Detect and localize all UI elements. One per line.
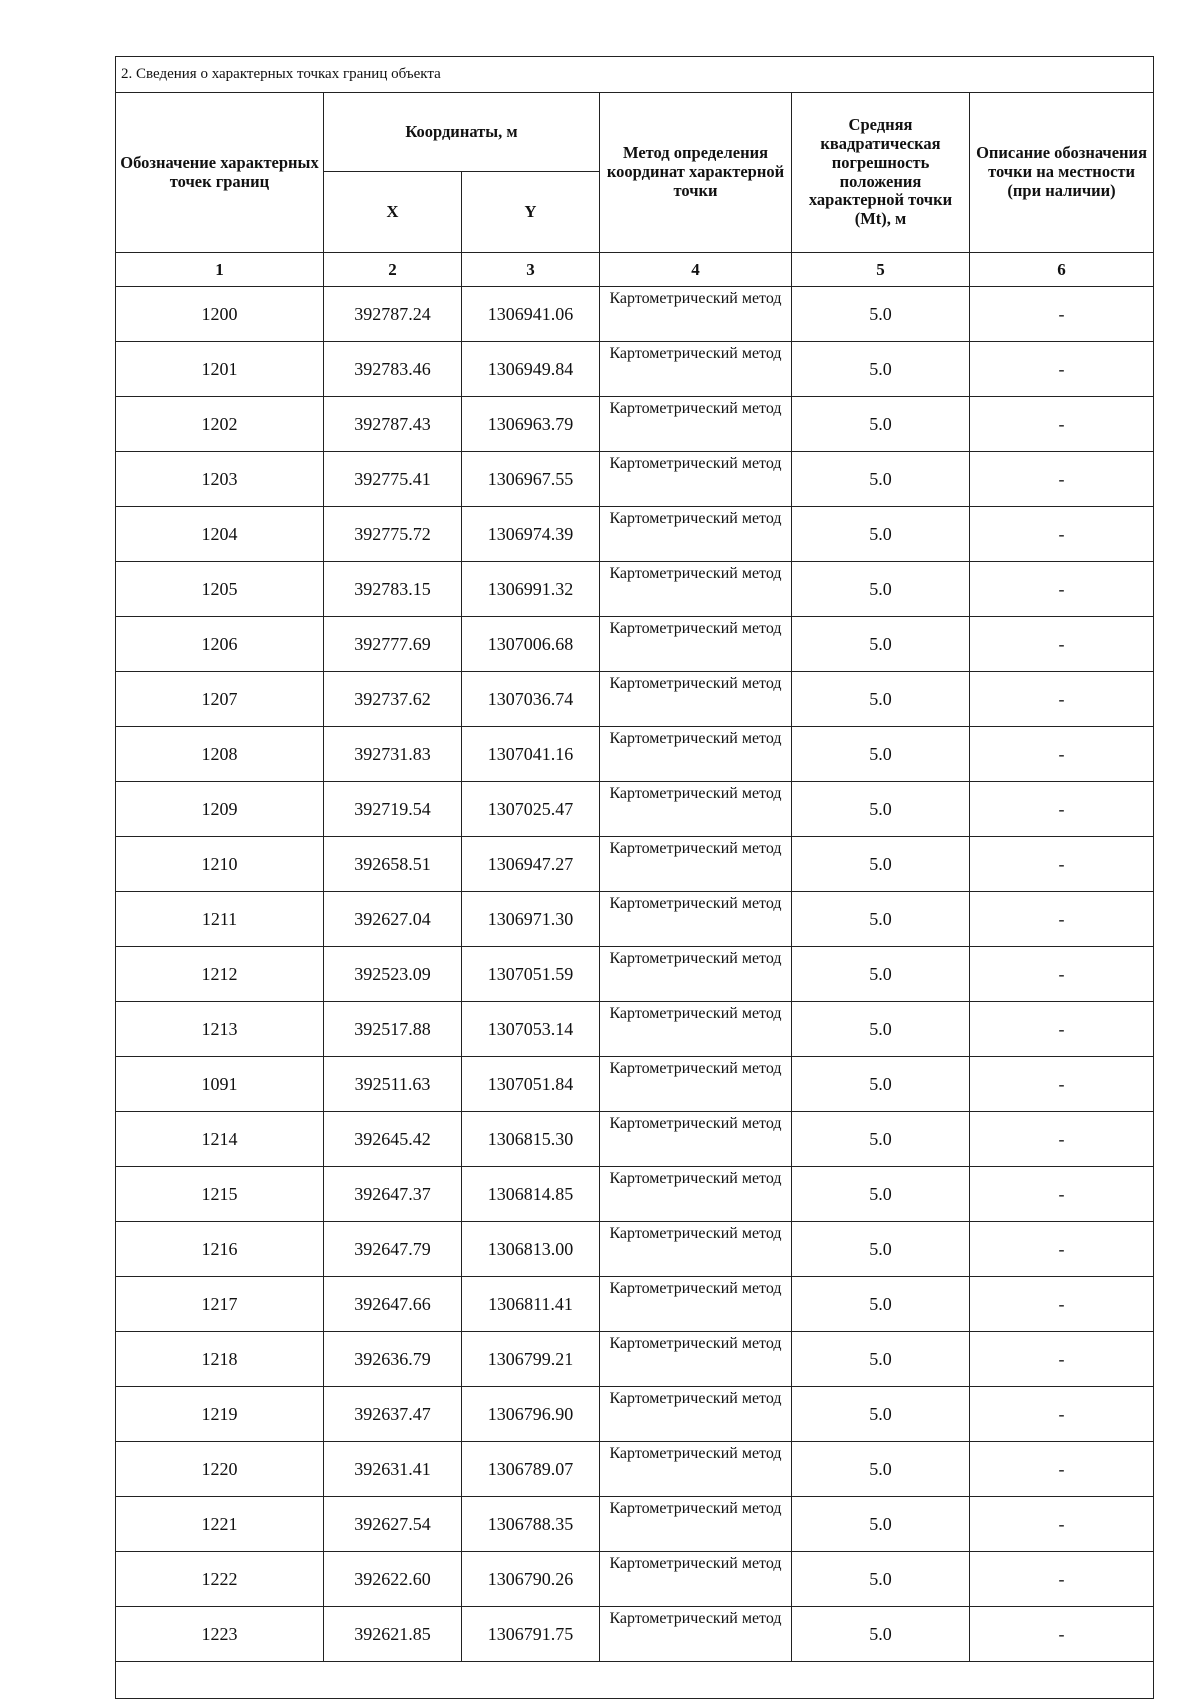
point-designation-cell: 1211 <box>116 892 324 947</box>
y-coordinate-cell: 1306941.06 <box>462 287 600 342</box>
description-cell: - <box>970 1387 1154 1442</box>
point-designation-cell: 1208 <box>116 727 324 782</box>
y-coordinate-cell: 1306991.32 <box>462 562 600 617</box>
accuracy-cell: 5.0 <box>792 1167 970 1222</box>
x-coordinate-cell: 392783.15 <box>324 562 462 617</box>
y-coordinate-cell: 1306967.55 <box>462 452 600 507</box>
y-coordinate-cell: 1306788.35 <box>462 1497 600 1552</box>
method-cell: Картометрический метод <box>600 397 792 452</box>
description-cell: - <box>970 1497 1154 1552</box>
x-coordinate-cell: 392719.54 <box>324 782 462 837</box>
description-cell: - <box>970 507 1154 562</box>
description-cell: - <box>970 287 1154 342</box>
accuracy-cell: 5.0 <box>792 782 970 837</box>
table-row <box>116 1167 1154 1222</box>
table-row <box>116 1277 1154 1332</box>
y-coordinate-cell: 1306814.85 <box>462 1167 600 1222</box>
boundary-points-table <box>115 56 1154 1699</box>
accuracy-cell: 5.0 <box>792 1442 970 1497</box>
header-x: X <box>324 172 462 253</box>
description-cell: - <box>970 452 1154 507</box>
y-coordinate-cell: 1307053.14 <box>462 1002 600 1057</box>
x-coordinate-cell: 392627.54 <box>324 1497 462 1552</box>
method-cell: Картометрический метод <box>600 562 792 617</box>
y-coordinate-cell: 1307041.16 <box>462 727 600 782</box>
description-cell: - <box>970 837 1154 892</box>
table-row <box>116 1387 1154 1442</box>
table-row <box>116 507 1154 562</box>
accuracy-cell: 5.0 <box>792 1222 970 1277</box>
x-coordinate-cell: 392621.85 <box>324 1607 462 1662</box>
description-cell: - <box>970 1277 1154 1332</box>
method-cell: Картометрический метод <box>600 287 792 342</box>
point-designation-cell: 1206 <box>116 617 324 672</box>
y-coordinate-cell: 1306789.07 <box>462 1442 600 1497</box>
accuracy-cell: 5.0 <box>792 287 970 342</box>
table-row <box>116 672 1154 727</box>
table-body <box>116 287 1154 1662</box>
method-cell: Картометрический метод <box>600 1002 792 1057</box>
x-coordinate-cell: 392647.37 <box>324 1167 462 1222</box>
table-row <box>116 1002 1154 1057</box>
method-cell: Картометрический метод <box>600 782 792 837</box>
column-numbers-row <box>116 253 1154 287</box>
y-coordinate-cell: 1306791.75 <box>462 1607 600 1662</box>
point-designation-cell: 1204 <box>116 507 324 562</box>
description-cell: - <box>970 892 1154 947</box>
method-cell: Картометрический метод <box>600 452 792 507</box>
accuracy-cell: 5.0 <box>792 1607 970 1662</box>
table-row <box>116 1332 1154 1387</box>
y-coordinate-cell: 1306815.30 <box>462 1112 600 1167</box>
y-coordinate-cell: 1307006.68 <box>462 617 600 672</box>
header-method: Метод определения координат характерной точки <box>600 93 792 253</box>
x-coordinate-cell: 392787.24 <box>324 287 462 342</box>
description-cell: - <box>970 1222 1154 1277</box>
point-designation-cell: 1222 <box>116 1552 324 1607</box>
table-row <box>116 727 1154 782</box>
y-coordinate-cell: 1306813.00 <box>462 1222 600 1277</box>
x-coordinate-cell: 392517.88 <box>324 1002 462 1057</box>
accuracy-cell: 5.0 <box>792 947 970 1002</box>
y-coordinate-cell: 1306811.41 <box>462 1277 600 1332</box>
description-cell: - <box>970 1607 1154 1662</box>
x-coordinate-cell: 392775.41 <box>324 452 462 507</box>
point-designation-cell: 1219 <box>116 1387 324 1442</box>
x-coordinate-cell: 392647.79 <box>324 1222 462 1277</box>
y-coordinate-cell: 1307036.74 <box>462 672 600 727</box>
method-cell: Картометрический метод <box>600 1442 792 1497</box>
table-row <box>116 892 1154 947</box>
description-cell: - <box>970 947 1154 1002</box>
header-coordinates: Координаты, м <box>324 93 600 172</box>
description-cell: - <box>970 1552 1154 1607</box>
accuracy-cell: 5.0 <box>792 342 970 397</box>
method-cell: Картометрический метод <box>600 837 792 892</box>
table-row <box>116 1112 1154 1167</box>
y-coordinate-cell: 1306790.26 <box>462 1552 600 1607</box>
table-row <box>116 287 1154 342</box>
point-designation-cell: 1213 <box>116 1002 324 1057</box>
point-designation-cell: 1202 <box>116 397 324 452</box>
point-designation-cell: 1201 <box>116 342 324 397</box>
accuracy-cell: 5.0 <box>792 1002 970 1057</box>
accuracy-cell: 5.0 <box>792 837 970 892</box>
description-cell: - <box>970 1332 1154 1387</box>
description-cell: - <box>970 562 1154 617</box>
table-row <box>116 1057 1154 1112</box>
accuracy-cell: 5.0 <box>792 452 970 507</box>
method-cell: Картометрический метод <box>600 1057 792 1112</box>
accuracy-cell: 5.0 <box>792 1497 970 1552</box>
y-coordinate-cell: 1306974.39 <box>462 507 600 562</box>
point-designation-cell: 1210 <box>116 837 324 892</box>
accuracy-cell: 5.0 <box>792 1277 970 1332</box>
x-coordinate-cell: 392637.47 <box>324 1387 462 1442</box>
table-row <box>116 1222 1154 1277</box>
x-coordinate-cell: 392636.79 <box>324 1332 462 1387</box>
accuracy-cell: 5.0 <box>792 1387 970 1442</box>
document-page <box>115 56 1153 1699</box>
x-coordinate-cell: 392783.46 <box>324 342 462 397</box>
description-cell: - <box>970 1442 1154 1497</box>
x-coordinate-cell: 392658.51 <box>324 837 462 892</box>
method-cell: Картометрический метод <box>600 617 792 672</box>
point-designation-cell: 1220 <box>116 1442 324 1497</box>
y-coordinate-cell: 1306947.27 <box>462 837 600 892</box>
description-cell: - <box>970 782 1154 837</box>
method-cell: Картометрический метод <box>600 507 792 562</box>
method-cell: Картометрический метод <box>600 672 792 727</box>
point-designation-cell: 1215 <box>116 1167 324 1222</box>
method-cell: Картометрический метод <box>600 1497 792 1552</box>
accuracy-cell: 5.0 <box>792 1057 970 1112</box>
method-cell: Картометрический метод <box>600 892 792 947</box>
table-row <box>116 617 1154 672</box>
accuracy-cell: 5.0 <box>792 1112 970 1167</box>
method-cell: Картометрический метод <box>600 947 792 1002</box>
point-designation-cell: 1218 <box>116 1332 324 1387</box>
point-designation-cell: 1216 <box>116 1222 324 1277</box>
y-coordinate-cell: 1306971.30 <box>462 892 600 947</box>
accuracy-cell: 5.0 <box>792 1332 970 1387</box>
point-designation-cell: 1212 <box>116 947 324 1002</box>
x-coordinate-cell: 392731.83 <box>324 727 462 782</box>
description-cell: - <box>970 342 1154 397</box>
header-y: Y <box>462 172 600 253</box>
description-cell: - <box>970 672 1154 727</box>
method-cell: Картометрический метод <box>600 1387 792 1442</box>
column-number: 5 <box>792 253 970 287</box>
description-cell: - <box>970 727 1154 782</box>
method-cell: Картометрический метод <box>600 342 792 397</box>
point-designation-cell: 1214 <box>116 1112 324 1167</box>
x-coordinate-cell: 392777.69 <box>324 617 462 672</box>
column-number: 3 <box>462 253 600 287</box>
x-coordinate-cell: 392645.42 <box>324 1112 462 1167</box>
header-accuracy: Средняя квадратическая погрешность положения характерной точки (Mt), м <box>792 93 970 253</box>
column-number: 1 <box>116 253 324 287</box>
description-cell: - <box>970 1112 1154 1167</box>
y-coordinate-cell: 1307025.47 <box>462 782 600 837</box>
x-coordinate-cell: 392511.63 <box>324 1057 462 1112</box>
table-row <box>116 342 1154 397</box>
y-coordinate-cell: 1307051.84 <box>462 1057 600 1112</box>
y-coordinate-cell: 1306949.84 <box>462 342 600 397</box>
x-coordinate-cell: 392627.04 <box>324 892 462 947</box>
header-description: Описание обозначения точки на местности (при наличии) <box>970 93 1154 253</box>
point-designation-cell: 1217 <box>116 1277 324 1332</box>
description-cell: - <box>970 1167 1154 1222</box>
accuracy-cell: 5.0 <box>792 617 970 672</box>
accuracy-cell: 5.0 <box>792 727 970 782</box>
x-coordinate-cell: 392647.66 <box>324 1277 462 1332</box>
accuracy-cell: 5.0 <box>792 507 970 562</box>
point-designation-cell: 1203 <box>116 452 324 507</box>
method-cell: Картометрический метод <box>600 1222 792 1277</box>
point-designation-cell: 1207 <box>116 672 324 727</box>
accuracy-cell: 5.0 <box>792 562 970 617</box>
table-row <box>116 562 1154 617</box>
description-cell: - <box>970 1002 1154 1057</box>
method-cell: Картометрический метод <box>600 1112 792 1167</box>
x-coordinate-cell: 392775.72 <box>324 507 462 562</box>
x-coordinate-cell: 392737.62 <box>324 672 462 727</box>
method-cell: Картометрический метод <box>600 1332 792 1387</box>
y-coordinate-cell: 1307051.59 <box>462 947 600 1002</box>
description-cell: - <box>970 617 1154 672</box>
method-cell: Картометрический метод <box>600 1607 792 1662</box>
point-designation-cell: 1200 <box>116 287 324 342</box>
x-coordinate-cell: 392631.41 <box>324 1442 462 1497</box>
column-number: 6 <box>970 253 1154 287</box>
method-cell: Картометрический метод <box>600 727 792 782</box>
point-designation-cell: 1223 <box>116 1607 324 1662</box>
column-number: 4 <box>600 253 792 287</box>
table-row <box>116 1552 1154 1607</box>
y-coordinate-cell: 1306963.79 <box>462 397 600 452</box>
description-cell: - <box>970 1057 1154 1112</box>
method-cell: Картометрический метод <box>600 1552 792 1607</box>
table-row <box>116 452 1154 507</box>
point-designation-cell: 1091 <box>116 1057 324 1112</box>
table-row <box>116 1497 1154 1552</box>
table-row <box>116 837 1154 892</box>
accuracy-cell: 5.0 <box>792 892 970 947</box>
description-cell: - <box>970 397 1154 452</box>
x-coordinate-cell: 392787.43 <box>324 397 462 452</box>
table-row <box>116 397 1154 452</box>
accuracy-cell: 5.0 <box>792 672 970 727</box>
y-coordinate-cell: 1306796.90 <box>462 1387 600 1442</box>
x-coordinate-cell: 392523.09 <box>324 947 462 1002</box>
section-title: 2. Сведения о характерных точках границ объекта <box>116 57 1154 93</box>
table-row <box>116 782 1154 837</box>
accuracy-cell: 5.0 <box>792 1552 970 1607</box>
x-coordinate-cell: 392622.60 <box>324 1552 462 1607</box>
table-footer-row <box>116 1662 1154 1699</box>
point-designation-cell: 1209 <box>116 782 324 837</box>
method-cell: Картометрический метод <box>600 1167 792 1222</box>
y-coordinate-cell: 1306799.21 <box>462 1332 600 1387</box>
accuracy-cell: 5.0 <box>792 397 970 452</box>
method-cell: Картометрический метод <box>600 1277 792 1332</box>
point-designation-cell: 1221 <box>116 1497 324 1552</box>
table-row <box>116 1442 1154 1497</box>
table-row <box>116 947 1154 1002</box>
column-number: 2 <box>324 253 462 287</box>
table-row <box>116 1607 1154 1662</box>
point-designation-cell: 1205 <box>116 562 324 617</box>
header-point-designation: Обозначение характерных точек границ <box>116 93 324 253</box>
